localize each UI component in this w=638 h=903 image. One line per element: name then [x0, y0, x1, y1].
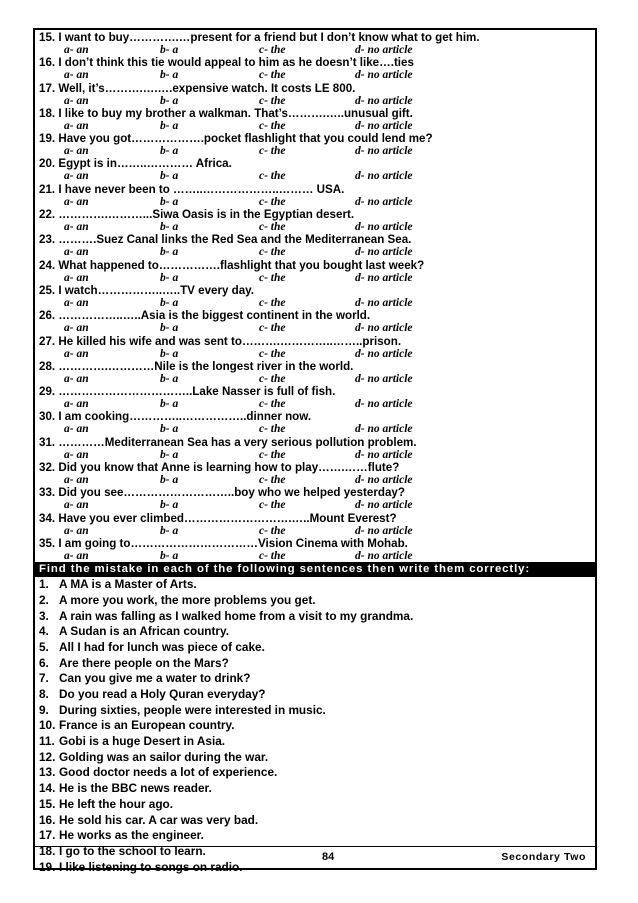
question-item: [39, 410, 591, 435]
mistake-item: [39, 828, 591, 844]
answer-option: d- no article: [355, 271, 413, 284]
answer-option: a- an: [64, 372, 89, 385]
answer-option: c- the: [259, 322, 286, 335]
question-item: [39, 284, 591, 309]
question-text: 17. Well, it’s……….….….expensive watch. It costs LE 800.: [39, 81, 356, 95]
answer-option: b- a: [160, 524, 179, 537]
mistake-sentence: During sixties, people were interested in music.: [59, 702, 326, 717]
question-item: [39, 461, 591, 486]
question-text: 16. I don’t think this tie would appeal to him as he doesn’t like….ties: [39, 56, 414, 70]
mistake-item: [39, 687, 591, 703]
answer-option: b- a: [160, 44, 179, 56]
question-text: 30. I am cooking…………..……………..dinner now.: [39, 410, 312, 424]
answer-option: d- no article: [355, 170, 413, 183]
answer-option: c- the: [259, 474, 286, 487]
answer-option: b- a: [160, 69, 179, 82]
question-item: [39, 233, 591, 258]
answer-option: a- an: [64, 145, 89, 158]
answer-option: d- no article: [355, 347, 413, 360]
answer-option: b- a: [160, 271, 179, 284]
answer-option: c- the: [259, 524, 286, 537]
answer-option: a- an: [64, 347, 89, 360]
answer-option: b- a: [160, 145, 179, 158]
answer-option: d- no article: [355, 195, 413, 208]
question-text: 27. He killed his wife and was sent to……….…………..……..prison.: [39, 334, 402, 348]
question-text: 29. ……………………………..Lake Nasser is full of fish.: [39, 385, 336, 399]
answer-option: d- no article: [355, 398, 413, 411]
question-item: [39, 309, 591, 334]
answer-option: c- the: [259, 549, 286, 562]
mistake-item: [39, 640, 591, 656]
mistake-number: 13.: [39, 765, 56, 780]
answer-options: [39, 348, 591, 360]
question-item: [39, 31, 591, 56]
answer-option: d- no article: [355, 474, 413, 487]
question-item: [39, 436, 591, 461]
mistake-item: [39, 609, 591, 625]
question-item: [39, 56, 591, 81]
mistake-sentence: A more you work, the more problems you get.: [59, 592, 316, 607]
question-list: [39, 31, 591, 562]
question-item: [39, 157, 591, 182]
answer-option: c- the: [259, 448, 286, 461]
mistake-item: [39, 813, 591, 829]
question-item: [39, 259, 591, 284]
answer-option: c- the: [259, 145, 286, 158]
question-item: [39, 385, 591, 410]
mistake-number: 11.: [39, 734, 55, 749]
answer-option: b- a: [160, 549, 179, 562]
answer-option: a- an: [64, 69, 89, 82]
mistake-sentence: Can you give me a water to drink?: [59, 671, 251, 686]
answer-option: c- the: [259, 119, 286, 132]
answer-option: a- an: [64, 94, 89, 107]
mistake-item: [39, 765, 591, 781]
mistake-number: 5.: [39, 639, 49, 654]
answer-option: d- no article: [355, 69, 413, 82]
question-item: [39, 360, 591, 385]
answer-option: c- the: [259, 398, 286, 411]
mistake-sentence: Good doctor needs a lot of experience.: [59, 765, 278, 780]
question-text: 15. I want to buy………….…present for a friend but I don’t know what to get him.: [39, 31, 480, 44]
answer-option: d- no article: [355, 94, 413, 107]
mistake-number: 1.: [39, 577, 49, 592]
question-item: [39, 107, 591, 132]
answer-options: [39, 69, 591, 81]
question-item: [39, 486, 591, 511]
mistake-item: [39, 797, 591, 813]
answer-option: a- an: [64, 271, 89, 284]
mistake-sentence: Are there people on the Mars?: [59, 655, 229, 670]
answer-option: d- no article: [355, 246, 413, 259]
answer-option: d- no article: [355, 499, 413, 512]
mistake-number: 10.: [39, 718, 56, 733]
answer-options: [39, 322, 591, 334]
mistake-number: 7.: [39, 671, 49, 686]
answer-option: a- an: [64, 195, 89, 208]
mistake-number: 16.: [39, 812, 56, 827]
answer-option: a- an: [64, 296, 89, 309]
answer-option: c- the: [259, 195, 286, 208]
answer-option: d- no article: [355, 221, 413, 234]
answer-option: c- the: [259, 347, 286, 360]
answer-options: [39, 297, 591, 309]
question-text: 32. Did you know that Anne is learning how to play…….……flute?: [39, 461, 400, 475]
answer-option: d- no article: [355, 448, 413, 461]
answer-option: a- an: [64, 524, 89, 537]
question-text: 35. I am going to……………………………Vision Cinema with Mohab.: [39, 536, 408, 550]
mistake-number: 17.: [39, 828, 56, 843]
answer-option: b- a: [160, 296, 179, 309]
answer-options: [39, 525, 591, 537]
answer-option: b- a: [160, 448, 179, 461]
answer-option: c- the: [259, 170, 286, 183]
answer-option: d- no article: [355, 119, 413, 132]
mistake-number: 6.: [39, 655, 49, 670]
page-number: 84: [322, 851, 335, 863]
mistake-number: 15.: [39, 796, 56, 811]
answer-option: d- no article: [355, 549, 413, 562]
question-item: [39, 132, 591, 157]
mistake-number: 9.: [39, 702, 49, 717]
answer-option: a- an: [64, 221, 89, 234]
answer-option: a- an: [64, 170, 89, 183]
answer-option: a- an: [64, 44, 89, 56]
question-item: [39, 183, 591, 208]
mistake-sentence: I like listening to songs on radio.: [59, 859, 243, 874]
mistake-item: [39, 781, 591, 797]
mistake-number: 18.: [39, 843, 56, 858]
mistake-sentence: A Sudan is an African country.: [59, 624, 229, 639]
answer-option: a- an: [64, 474, 89, 487]
mistake-sentence: France is an European country.: [59, 718, 235, 733]
answer-options: [39, 373, 591, 385]
answer-option: b- a: [160, 499, 179, 512]
answer-option: c- the: [259, 94, 286, 107]
mistake-item: [39, 624, 591, 640]
question-text: 31. …………Mediterranean Sea has a very serious pollution problem.: [39, 435, 417, 449]
answer-options: [39, 221, 591, 233]
question-text: 24. What happened to…………….flashlight that you bought last week?: [39, 258, 425, 272]
answer-option: a- an: [64, 119, 89, 132]
question-text: 20. Egypt is in……..………… Africa.: [39, 157, 232, 171]
answer-option: c- the: [259, 69, 286, 82]
mistake-sentence: Gobi is a huge Desert in Asia.: [59, 734, 226, 749]
answer-option: d- no article: [355, 322, 413, 335]
mistake-item: [39, 656, 591, 672]
answer-option: d- no article: [355, 145, 413, 158]
mistake-sentence: Golding was an sailor during the war.: [59, 749, 269, 764]
answer-options: [39, 550, 591, 562]
question-text: 33. Did you see………………………..boy who we helped yesterday?: [39, 486, 405, 500]
question-text: 21. I have never been to ……..………………..……… USA.: [39, 182, 345, 196]
mistake-number: 8.: [39, 687, 49, 702]
question-text: 18. I like to buy my brother a walkman. That’s……….…..unusual gift.: [39, 106, 413, 120]
question-item: [39, 82, 591, 107]
mistake-sentence: I go to the school to learn.: [59, 843, 206, 858]
question-text: 25. I watch……………..…..TV every day.: [39, 283, 254, 297]
mistake-sentence: A MA is a Master of Arts.: [59, 577, 197, 592]
question-text: 28. ………….…………Nile is the longest river in the world.: [39, 359, 354, 373]
answer-option: b- a: [160, 372, 179, 385]
answer-option: a- an: [64, 549, 89, 562]
answer-option: b- a: [160, 347, 179, 360]
mistake-sentence: All I had for lunch was piece of cake.: [59, 639, 265, 654]
mistake-number: 4.: [39, 624, 49, 639]
answer-options: [39, 95, 591, 107]
mistake-sentence: Do you read a Holy Quran everyday?: [59, 687, 266, 702]
mistake-number: 14.: [39, 781, 56, 796]
answer-options: [39, 499, 591, 511]
answer-options: [39, 196, 591, 208]
answer-option: c- the: [259, 372, 286, 385]
answer-options: [39, 145, 591, 157]
mistake-item: [39, 593, 591, 609]
mistake-sentence: He left the hour ago.: [59, 796, 174, 811]
mistake-item: [39, 750, 591, 766]
answer-option: a- an: [64, 246, 89, 259]
question-text: 34. Have you ever climbed……………………….…..Mount Everest?: [39, 511, 397, 525]
answer-options: [39, 474, 591, 486]
question-item: [39, 537, 591, 562]
answer-option: c- the: [259, 423, 286, 436]
mistake-sentence: He works as the engineer.: [59, 828, 204, 843]
answer-options: [39, 246, 591, 258]
mistake-list: [39, 577, 591, 875]
mistake-sentence: He is the BBC news reader.: [59, 781, 212, 796]
answer-option: c- the: [259, 499, 286, 512]
mistake-item: [39, 734, 591, 750]
answer-option: c- the: [259, 246, 286, 259]
answer-option: b- a: [160, 119, 179, 132]
answer-option: b- a: [160, 398, 179, 411]
question-text: 22. ………….………...Siwa Oasis is in the Egyptian desert.: [39, 208, 355, 222]
answer-options: [39, 449, 591, 461]
answer-option: d- no article: [355, 423, 413, 436]
answer-option: c- the: [259, 221, 286, 234]
mistake-number: 3.: [39, 608, 49, 623]
answer-options: [39, 272, 591, 284]
question-item: [39, 208, 591, 233]
answer-option: c- the: [259, 44, 286, 56]
answer-option: d- no article: [355, 296, 413, 309]
answer-option: a- an: [64, 322, 89, 335]
question-text: 23. ……….Suez Canal links the Red Sea and the Mediterranean Sea.: [39, 233, 412, 247]
answer-options: [39, 398, 591, 410]
question-text: 19. Have you got……………….pocket flashlight that you could lend me?: [39, 132, 433, 146]
mistake-number: 12.: [39, 749, 56, 764]
answer-option: d- no article: [355, 372, 413, 385]
answer-options: [39, 423, 591, 435]
answer-option: a- an: [64, 448, 89, 461]
answer-option: b- a: [160, 195, 179, 208]
answer-option: b- a: [160, 94, 179, 107]
mistake-sentence: He sold his car. A car was very bad.: [59, 812, 259, 827]
mistake-item: [39, 671, 591, 687]
answer-option: a- an: [64, 499, 89, 512]
mistake-number: 19.: [39, 859, 56, 874]
mistake-item: [39, 577, 591, 593]
answer-option: a- an: [64, 398, 89, 411]
mistake-item: [39, 718, 591, 734]
answer-option: b- a: [160, 221, 179, 234]
answer-option: a- an: [64, 423, 89, 436]
answer-options: [39, 170, 591, 182]
mistake-sentence: A rain was falling as I walked home from a visit to my grandma.: [59, 608, 414, 623]
footer-label: Secondary Two: [501, 851, 586, 863]
answer-options: [39, 120, 591, 132]
answer-options: [39, 44, 591, 56]
question-item: [39, 335, 591, 360]
answer-option: b- a: [160, 474, 179, 487]
answer-option: b- a: [160, 170, 179, 183]
answer-option: b- a: [160, 246, 179, 259]
mistake-number: 2.: [39, 592, 49, 607]
answer-option: c- the: [259, 296, 286, 309]
question-text: 26. ……………..…..Asia is the biggest continent in the world.: [39, 309, 371, 323]
answer-option: b- a: [160, 322, 179, 335]
section-header: Find the mistake in each of the following sentences then write them correctly:: [35, 562, 595, 577]
answer-option: c- the: [259, 271, 286, 284]
answer-option: d- no article: [355, 44, 413, 56]
answer-option: d- no article: [355, 524, 413, 537]
answer-option: b- a: [160, 423, 179, 436]
page-frame: [33, 28, 597, 874]
question-item: [39, 512, 591, 537]
mistake-item: [39, 703, 591, 719]
page-content: [39, 31, 591, 875]
